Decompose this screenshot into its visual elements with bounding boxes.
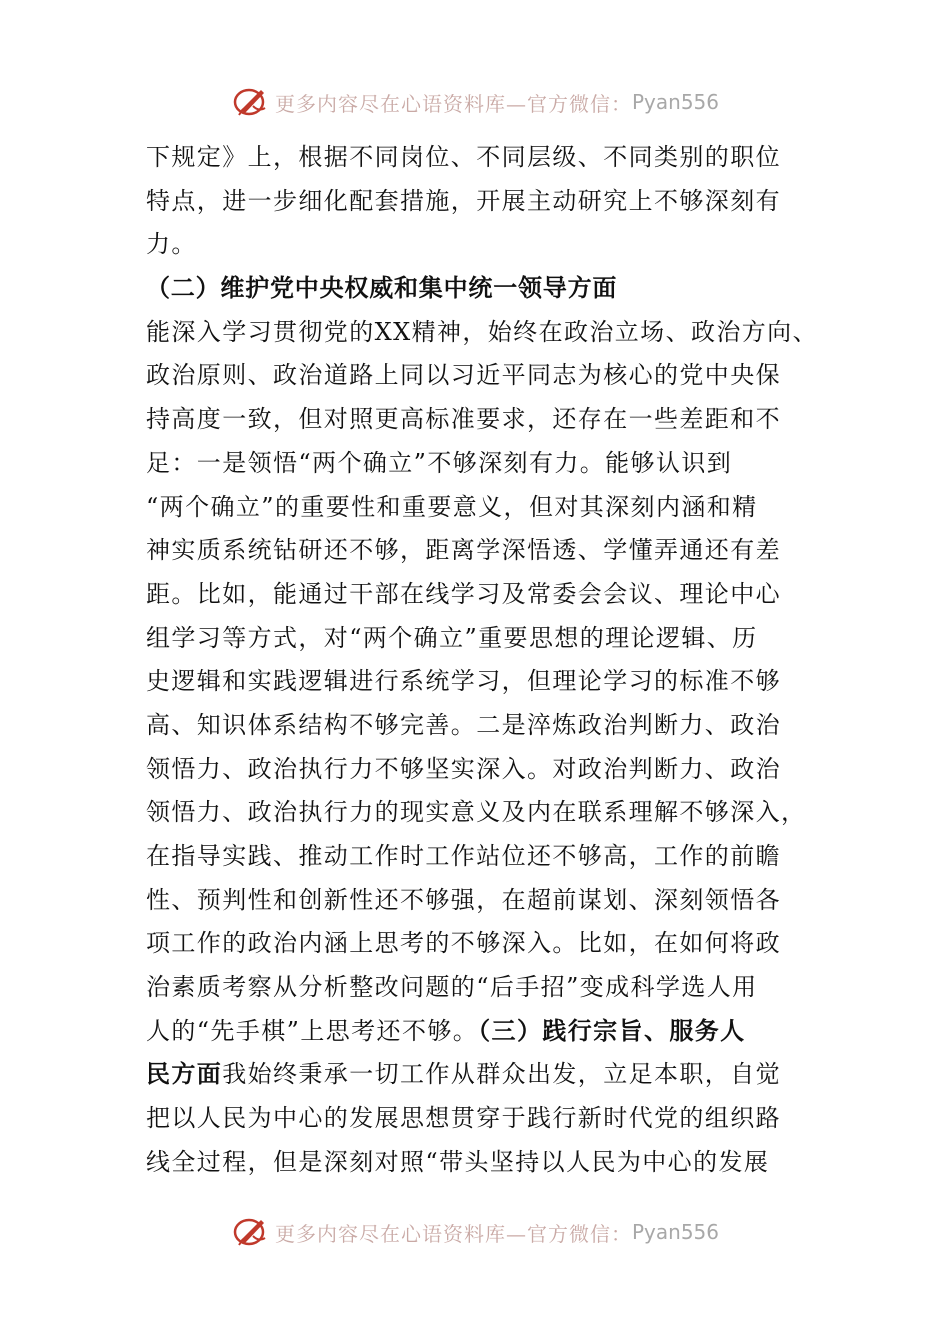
header-watermark: [0, 82, 950, 122]
text-line: 性、预判性和创新性还不够强，在超前谋划、深刻领悟各: [146, 885, 781, 914]
text-line: 距。比如，能通过干部在线学习及常委会会议、理论中心: [146, 579, 781, 608]
text-line: 足：一是领悟“两个确立”不够深刻有力。能够认识到: [146, 448, 733, 477]
text-line: 特点，进一步细化配套措施，开展主动研究上不够深刻有: [146, 186, 781, 215]
text-line: 在指导实践、推动工作时工作站位还不够高，工作的前瞻: [146, 842, 781, 870]
quill-pen-logo-icon: [231, 1212, 271, 1252]
watermark-text: 更多内容尽在心语资料库—官方微信：: [274, 91, 632, 116]
watermark-wechat-id: Pyan556: [631, 90, 719, 114]
document-body: [146, 136, 826, 1185]
text-line: 神实质系统钻研还不够，距离学深悟透、学懂弄通还有差: [146, 536, 781, 565]
text-line: 线全过程，但是深刻对照“带头坚持以人民为中心的发展: [146, 1147, 770, 1176]
watermark-text: 更多内容尽在心语资料库—官方微信：: [274, 1221, 632, 1246]
section-heading-inline: 民方面: [146, 1060, 223, 1089]
text-line: “两个确立”的重要性和重要意义，但对其深刻内涵和精: [146, 492, 758, 521]
text-segment: 人的“先手棋”上思考还不够。: [146, 1016, 479, 1045]
text-line: 下规定》上，根据不同岗位、不同层级、不同类别的职位: [146, 143, 781, 171]
text-line: 领悟力、政治执行力的现实意义及内在联系理解不够深入，: [146, 798, 807, 827]
text-line: 持高度一致，但对照更高标准要求，还存在一些差距和不: [146, 405, 781, 434]
text-line: 能深入学习贯彻党的XX精神，始终在政治立场、政治方向、: [146, 317, 818, 346]
text-line: 治素质考察从分析整改问题的“后手招”变成科学选人用: [146, 973, 758, 1002]
text-line: [146, 1010, 826, 1054]
text-line: 组学习等方式，对“两个确立”重要思想的理论逻辑、历: [146, 623, 758, 652]
text-line: 力。: [146, 230, 197, 259]
text-segment: 我始终秉承一切工作从群众出发，立足本职，自觉: [222, 1060, 782, 1089]
section-heading-inline: （三）践行宗旨、服务人: [478, 1016, 746, 1045]
quill-pen-logo-icon: [231, 82, 271, 122]
text-line: [146, 1053, 826, 1097]
text-line: 史逻辑和实践逻辑进行系统学习，但理论学习的标准不够: [146, 667, 781, 696]
text-line: 政治原则、政治道路上同以习近平同志为核心的党中央保: [146, 361, 781, 390]
text-line: 领悟力、政治执行力不够坚实深入。对政治判断力、政治: [146, 754, 781, 783]
text-line: 高、知识体系结构不够完善。二是淬炼政治判断力、政治: [146, 710, 781, 739]
text-line: 项工作的政治内涵上思考的不够深入。比如，在如何将政: [146, 929, 781, 958]
section-heading: （二）维护党中央权威和集中统一领导方面: [146, 274, 618, 303]
watermark-wechat-id: Pyan556: [631, 1220, 719, 1244]
text-line: 把以人民为中心的发展思想贯穿于践行新时代党的组织路: [146, 1104, 781, 1133]
footer-watermark: [0, 1212, 950, 1252]
